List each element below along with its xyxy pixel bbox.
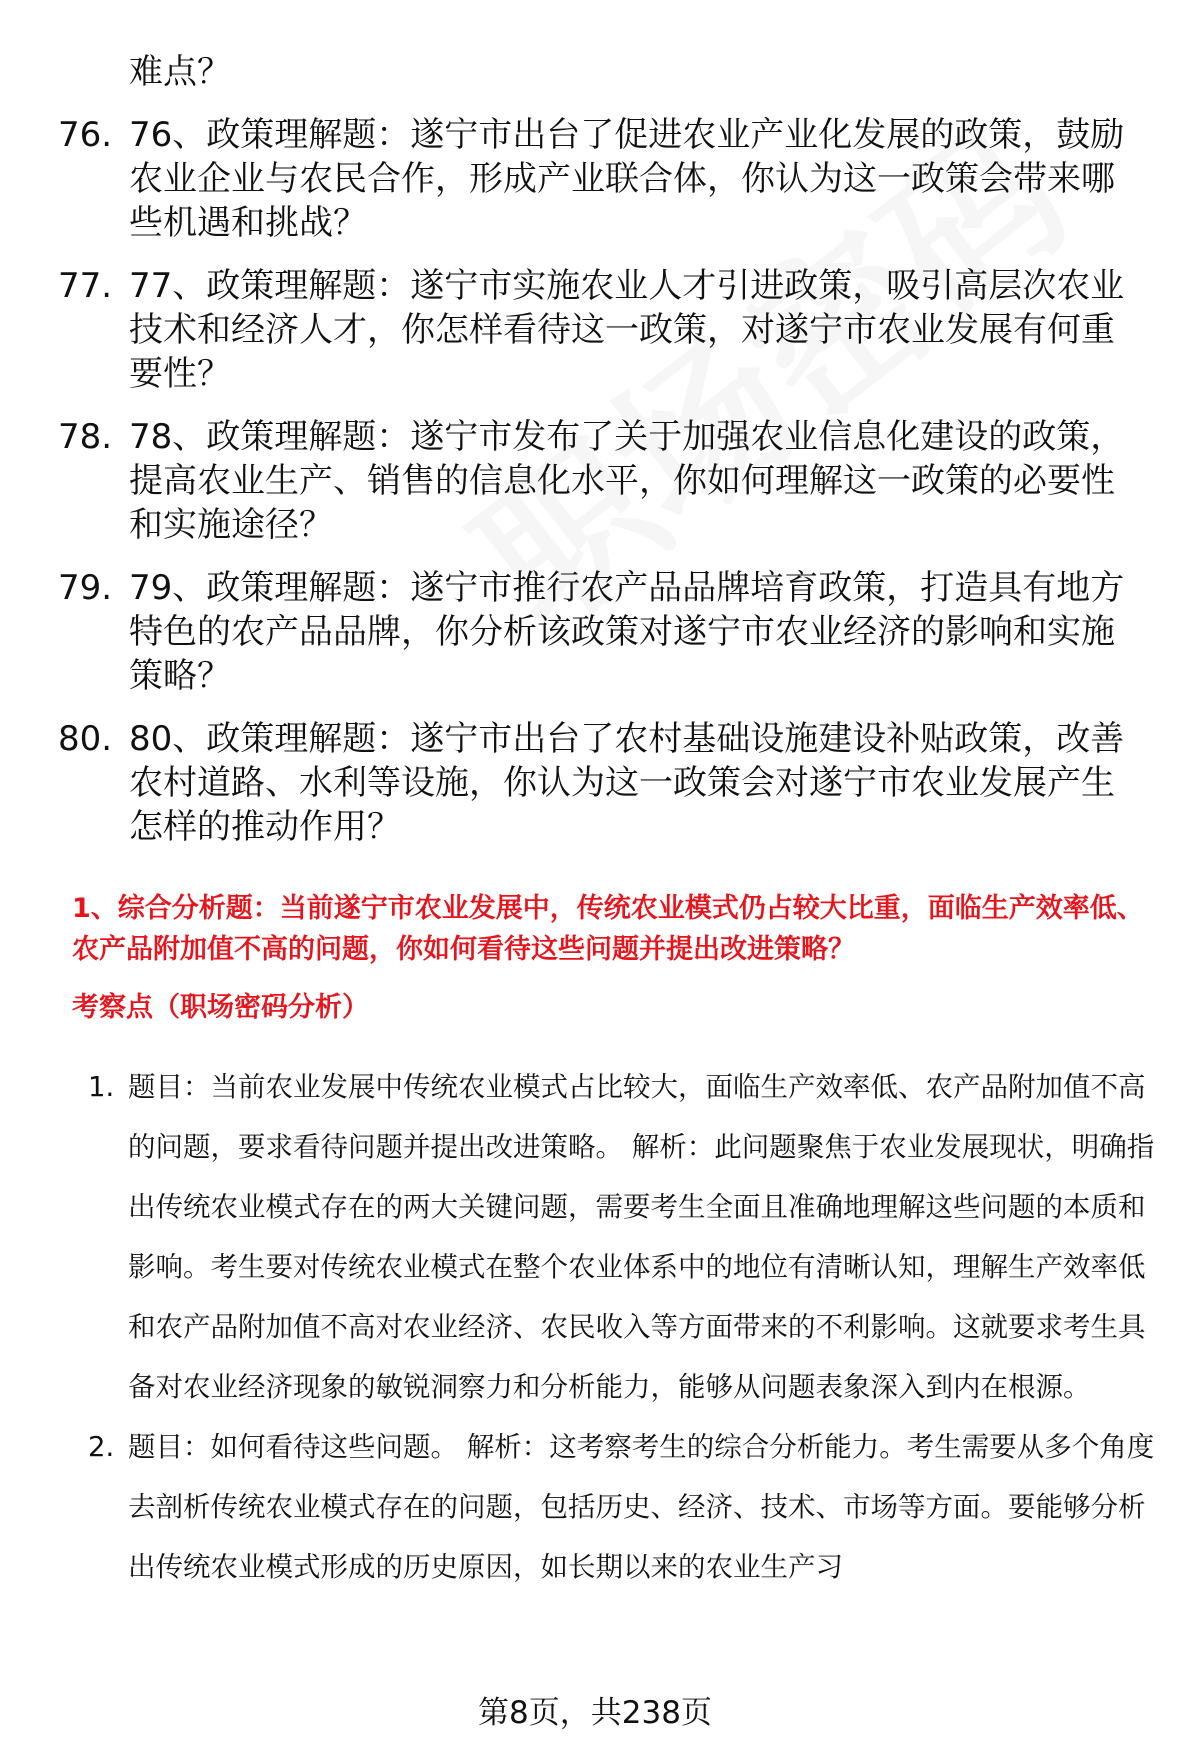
item-number: 79.: [58, 568, 113, 608]
item-text: 77、政策理解题：遂宁市实施农业人才引进政策，吸引高层次农业技术和经济人才，你怎样看待这一政策，对遂宁市农业发展有何重要性？: [129, 266, 1125, 394]
list-item: [58, 415, 1148, 547]
item-text: 题目：当前农业发展中传统农业模式占比较大，面临生产效率低、农产品附加值不高的问题，要求看待问题并提出改进策略。 解析：此问题聚焦于农业发展现状，明确指出传统农业模式存在的两大关键问题，需要考生全面且准确地理解这些问题的本质和影响。考生要对传统农业模式在整个农业体系中的地位有清晰认知，理解生产效率低和农产品附加值不高对农业经济、农民收入等方面带来的不利影响。这就要求考生具备对农业经济现象的敏锐洞察力和分析能力，能够从问题表象深入到内在根源。: [128, 1071, 1155, 1403]
list-item: [88, 1057, 1160, 1417]
list-item: [58, 113, 1148, 245]
continuation-text: 难点？: [129, 52, 231, 92]
item-number: 80.: [58, 719, 113, 759]
item-number: 77.: [58, 266, 113, 306]
analysis-list: [88, 1057, 1160, 1597]
item-text: 79、政策理解题：遂宁市推行农产品品牌培育政策，打造具有地方特色的农产品品牌，你分析该政策对遂宁市农业经济的影响和实施策略？: [129, 568, 1125, 696]
section-title: 1、综合分析题：当前遂宁市农业发展中，传统农业模式仍占较大比重，面临生产效率低、农产品附加值不高的问题，你如何看待这些问题并提出改进策略？: [72, 893, 1144, 965]
question-list: [58, 50, 1148, 868]
item-number: 76.: [58, 115, 113, 155]
item-number: 1.: [88, 1071, 115, 1103]
item-text: 80、政策理解题：遂宁市出台了农村基础设施建设补贴政策，改善农村道路、水利等设施，你认为这一政策会对遂宁市农业发展产生怎样的推动作用？: [129, 719, 1125, 847]
list-item: [58, 264, 1148, 396]
continuation-line: [58, 50, 1148, 94]
list-item: [88, 1417, 1160, 1597]
list-item: [58, 566, 1148, 698]
subheading: 考察点（职场密码分析）: [72, 992, 369, 1023]
item-text: 78、政策理解题：遂宁市发布了关于加强农业信息化建设的政策，提高农业生产、销售的信息化水平，你如何理解这一政策的必要性和实施途径？: [129, 417, 1125, 545]
item-text: 76、政策理解题：遂宁市出台了促进农业产业化发展的政策，鼓励农业企业与农民合作，形成产业联合体，你认为这一政策会带来哪些机遇和挑战？: [129, 115, 1125, 243]
list-item: [58, 717, 1148, 849]
page-footer: 第8页，共238页: [478, 1695, 712, 1731]
item-number: 2.: [88, 1431, 115, 1463]
item-number: 78.: [58, 417, 113, 457]
item-text: 题目：如何看待这些问题。 解析：这考察考生的综合分析能力。考生需要从多个角度去剖析传统农业模式存在的问题，包括历史、经济、技术、市场等方面。要能够分析出传统农业模式形成的历史原因，如长期以来的农业生产习: [128, 1431, 1155, 1583]
